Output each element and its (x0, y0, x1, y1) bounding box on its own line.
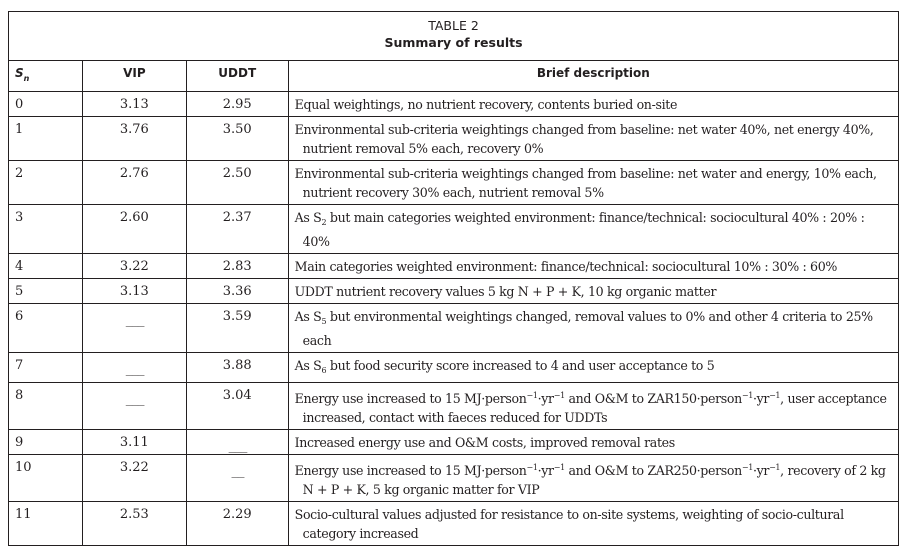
description-text: but environmental weightings changed, removal values to 0% and other 4 criteria to 25% each (302, 309, 873, 348)
description-text: but food security score increased to 4 and user acceptance to 5 (326, 358, 715, 373)
scenario-description (288, 353, 898, 383)
uddt-score: 2.50 (186, 161, 288, 205)
table-row (9, 353, 899, 383)
scenario-description (288, 455, 898, 502)
empty-value-dash: ___ (125, 392, 143, 406)
scenario-description (288, 254, 898, 279)
scenario-number: 1 (9, 117, 83, 161)
table-body (9, 92, 899, 546)
description-text: ·yr (752, 391, 770, 406)
uddt-score (186, 455, 288, 502)
vip-score: 3.13 (82, 92, 186, 117)
table-row (9, 430, 899, 455)
table-row (9, 254, 899, 279)
description-text: ·yr (537, 391, 554, 406)
exponent: −1 (769, 391, 781, 400)
header-sn (9, 61, 83, 92)
uddt-score: 3.59 (186, 304, 288, 353)
table-caption (9, 12, 899, 61)
uddt-score: 3.04 (186, 383, 288, 430)
vip-score: 3.22 (82, 455, 186, 502)
description-text: , recovery of 2 kg N + P + K, 5 kg organic matter for VIP (302, 463, 886, 497)
description-text: but main categories weighted environment: finance/technical: sociocultural 40% : 20% : 40% (302, 210, 865, 249)
uddt-score: 2.95 (186, 92, 288, 117)
table-row (9, 279, 899, 304)
vip-score: 2.53 (82, 502, 186, 546)
table-row (9, 502, 899, 546)
uddt-score: 2.37 (186, 205, 288, 254)
scenario-number: 7 (9, 353, 83, 383)
scenario-description (288, 161, 898, 205)
description-text: Socio-cultural values adjusted for resistance to on-site systems, weighting of socio-cultural category increased (294, 507, 844, 541)
scenario-number: 5 (9, 279, 83, 304)
title-row (9, 12, 899, 61)
exponent: −1 (553, 463, 565, 472)
table-title: TABLE 2 (428, 18, 479, 33)
exponent: −1 (526, 463, 538, 472)
description-text: As S (294, 210, 322, 225)
exponent: −1 (526, 391, 538, 400)
vip-score: 2.60 (82, 205, 186, 254)
exponent: −1 (741, 463, 753, 472)
header-sn-symbol: S (15, 66, 24, 80)
uddt-score: 2.83 (186, 254, 288, 279)
scenario-number: 4 (9, 254, 83, 279)
description-text: and O&M to ZAR150·person (564, 391, 742, 406)
description-text: ·yr (537, 463, 554, 478)
empty-value-dash: ___ (228, 439, 246, 453)
description-text: Energy use increased to 15 MJ·person (294, 391, 527, 406)
uddt-score (186, 430, 288, 455)
table-row (9, 455, 899, 502)
vip-score: 3.13 (82, 279, 186, 304)
empty-value-dash: ___ (125, 362, 143, 376)
table-row (9, 92, 899, 117)
uddt-score: 3.88 (186, 353, 288, 383)
header-row (9, 61, 899, 92)
exponent: −1 (769, 463, 781, 472)
description-text: Environmental sub-criteria weightings changed from baseline: net water and energy, 10% each, nutrient recovery 30% each, nutrient removal 5% (294, 166, 877, 200)
scenario-description (288, 430, 898, 455)
description-text: and O&M to ZAR250·person (564, 463, 742, 478)
description-text: Main categories weighted environment: finance/technical: sociocultural 10% : 30% : 60% (294, 259, 837, 274)
scenario-number: 6 (9, 304, 83, 353)
scenario-number: 10 (9, 455, 83, 502)
scenario-number: 11 (9, 502, 83, 546)
scenario-number: 3 (9, 205, 83, 254)
scenario-description (288, 117, 898, 161)
description-text: As S (294, 358, 322, 373)
description-text: ·yr (752, 463, 770, 478)
uddt-score: 2.29 (186, 502, 288, 546)
vip-score (82, 304, 186, 353)
header-uddt: UDDT (186, 61, 288, 92)
empty-value-dash: __ (231, 464, 243, 478)
scenario-number: 0 (9, 92, 83, 117)
scenario-number: 8 (9, 383, 83, 430)
table-row (9, 117, 899, 161)
header-description: Brief description (288, 61, 898, 92)
scenario-subscript: 2 (321, 218, 327, 227)
uddt-score: 3.36 (186, 279, 288, 304)
header-vip: VIP (82, 61, 186, 92)
scenario-description (288, 205, 898, 254)
table-row (9, 383, 899, 430)
description-text: Equal weightings, no nutrient recovery, contents buried on-site (294, 97, 678, 112)
description-text: , user acceptance increased, contact with faeces reduced for UDDTs (302, 391, 887, 425)
vip-score: 3.76 (82, 117, 186, 161)
description-text: Environmental sub-criteria weightings changed from baseline: net water 40%, net energy 40%, nutrient removal 5% each, recovery 0% (294, 122, 874, 156)
vip-score: 2.76 (82, 161, 186, 205)
scenario-description (288, 279, 898, 304)
vip-score (82, 383, 186, 430)
exponent: −1 (553, 391, 565, 400)
uddt-score: 3.50 (186, 117, 288, 161)
header-sn-subscript: n (23, 74, 30, 83)
exponent: −1 (741, 391, 753, 400)
description-text: Energy use increased to 15 MJ·person (294, 463, 527, 478)
summary-results-table (8, 11, 899, 546)
description-text: As S (294, 309, 322, 324)
scenario-description (288, 383, 898, 430)
table-subtitle: Summary of results (384, 35, 523, 50)
scenario-description (288, 304, 898, 353)
vip-score: 3.22 (82, 254, 186, 279)
vip-score: 3.11 (82, 430, 186, 455)
scenario-subscript: 5 (321, 317, 327, 326)
description-text: UDDT nutrient recovery values 5 kg N + P + K, 10 kg organic matter (294, 284, 717, 299)
scenario-description (288, 502, 898, 546)
scenario-number: 2 (9, 161, 83, 205)
scenario-subscript: 6 (321, 366, 327, 375)
empty-value-dash: ___ (125, 313, 143, 327)
table-row (9, 304, 899, 353)
scenario-description (288, 92, 898, 117)
description-text: Increased energy use and O&M costs, improved removal rates (294, 435, 675, 450)
table-row (9, 205, 899, 254)
vip-score (82, 353, 186, 383)
table-row (9, 161, 899, 205)
scenario-number: 9 (9, 430, 83, 455)
